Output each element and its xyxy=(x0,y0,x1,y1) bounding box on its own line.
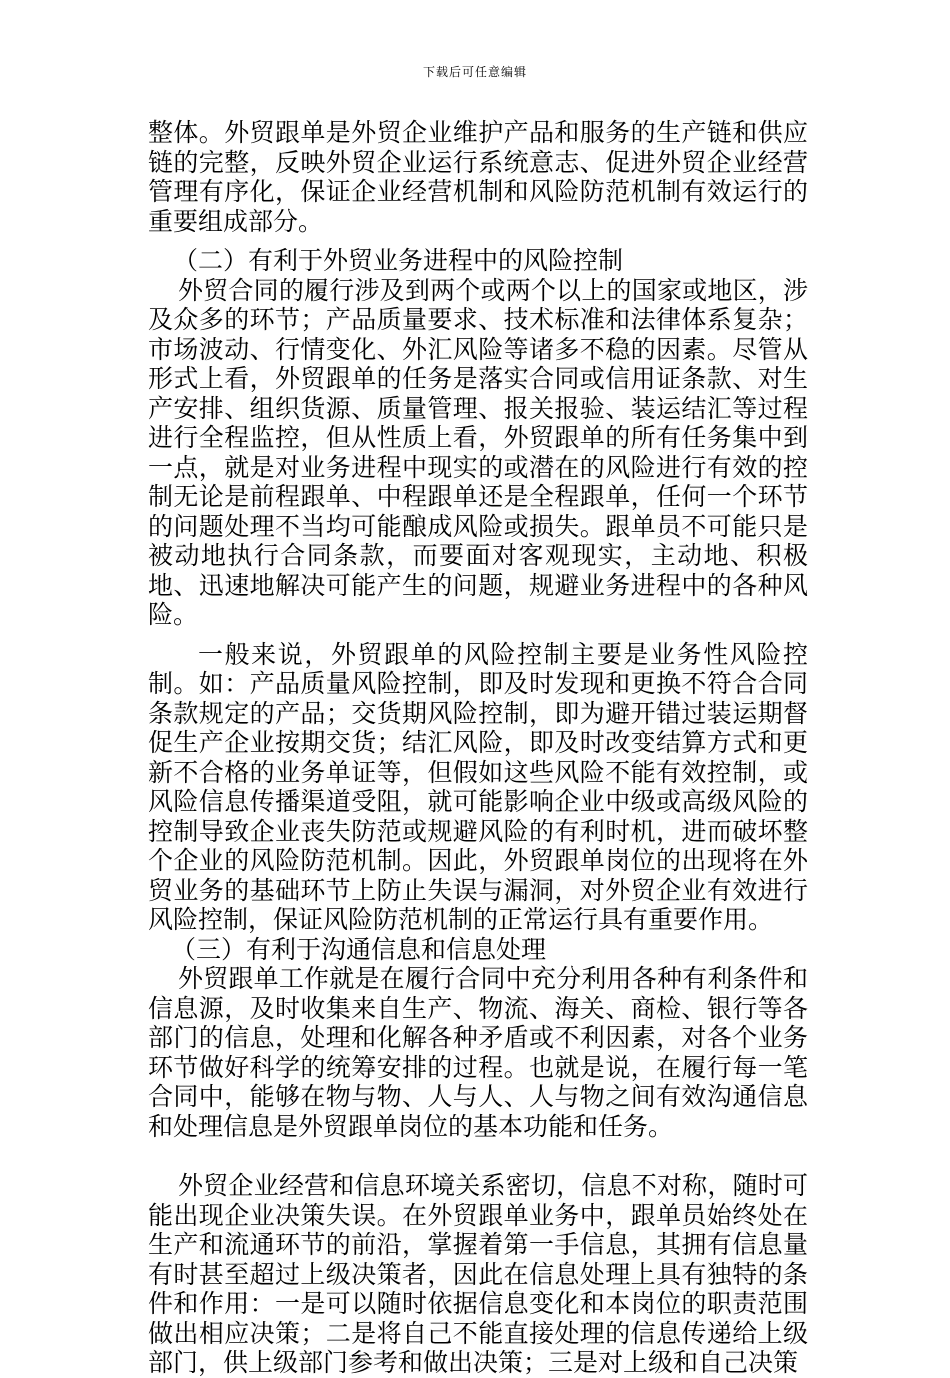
section-heading-risk-control: （二）有利于外贸业务进程中的风险控制 xyxy=(173,246,624,275)
paragraph-whole-conclusion: 整体。外贸跟单是外贸企业维护产品和服务的生产链和供应链的完整，反映外贸企业运行系统意志、促进外贸企业经营管理有序化，保证企业经营机制和风险防范机制有效运行的重要组成部分。 xyxy=(148,118,808,236)
paragraph-risk-control: 外贸合同的履行涉及到两个或两个以上的国家或地区，涉及众多的环节；产品质量要求、技术标准和法律体系复杂；市场波动、行情变化、外汇风险等诸多不稳的因素。尽管从形式上看，外贸跟单的任务是落实合同或信用证条款、对生产安排、组织货源、质量管理、报关报验、装运结汇等过程进行全程监控，但从性质上看，外贸跟单的所有任务集中到一点，就是对业务进程中现实的或潜在的风险进行有效的控制无论是前程跟单、中程跟单还是全程跟单，任何一个环节的问题处理不当均可能酿成风险或损失。跟单员不可能只是被动地执行合同条款，而要面对客观现实，主动地、积极地、迅速地解决可能产生的问题，规避业务进程中的各种风险。 xyxy=(148,275,808,629)
page-header-note: 下载后可任意编辑 xyxy=(422,65,527,79)
paragraph-business-risk: 一般来说，外贸跟单的风险控制主要是业务性风险控制。如：产品质量风险控制，即及时发现和更换不符合合同条款规定的产品；交货期风险控制，即为避开错过装运期督促生产企业按期交货；结汇风险，即及时改变结算方式和更新不合格的业务单证等，但假如这些风险不能有效控制，或风险信息传播渠道受阻，就可能影响企业中级或高级风险的控制导致企业丧失防范或规避风险的有利时机，进而破坏整个企业的风险防范机制。因此，外贸跟单岗位的出现将在外贸业务的基础环节上防止失误与漏洞，对外贸企业有效进行风险控制，保证风险防范机制的正常运行具有重要作用。 xyxy=(148,639,808,934)
paragraph-information-environment: 外贸企业经营和信息环境关系密切，信息不对称，随时可能出现企业决策失误。在外贸跟单业务中，跟单员始终处在生产和流通环节的前沿，掌握着第一手信息，其拥有信息量有时甚至超过上级决策者，因此在信息处理上具有独特的条件和作用：一是可以随时依据信息变化和本岗位的职责范围做出相应决策；二是将自己不能直接处理的信息传递给上级部门，供上级部门参考和做出决策；三是对上级和自己决策 xyxy=(148,1171,808,1377)
section-heading-information: （三）有利于沟通信息和信息处理 xyxy=(171,934,547,964)
paragraph-information-handling: 外贸跟单工作就是在履行合同中充分利用各种有利条件和信息源，及时收集来自生产、物流、海关、商检、银行等各部门的信息，处理和化解各种矛盾或不利因素，对各个业务环节做好科学的统筹安排的过程。也就是说，在履行每一笔合同中，能够在物与物、人与人、人与物之间有效沟通信息和处理信息是外贸跟单岗位的基本功能和任务。 xyxy=(148,964,808,1141)
document-body xyxy=(148,118,808,1378)
